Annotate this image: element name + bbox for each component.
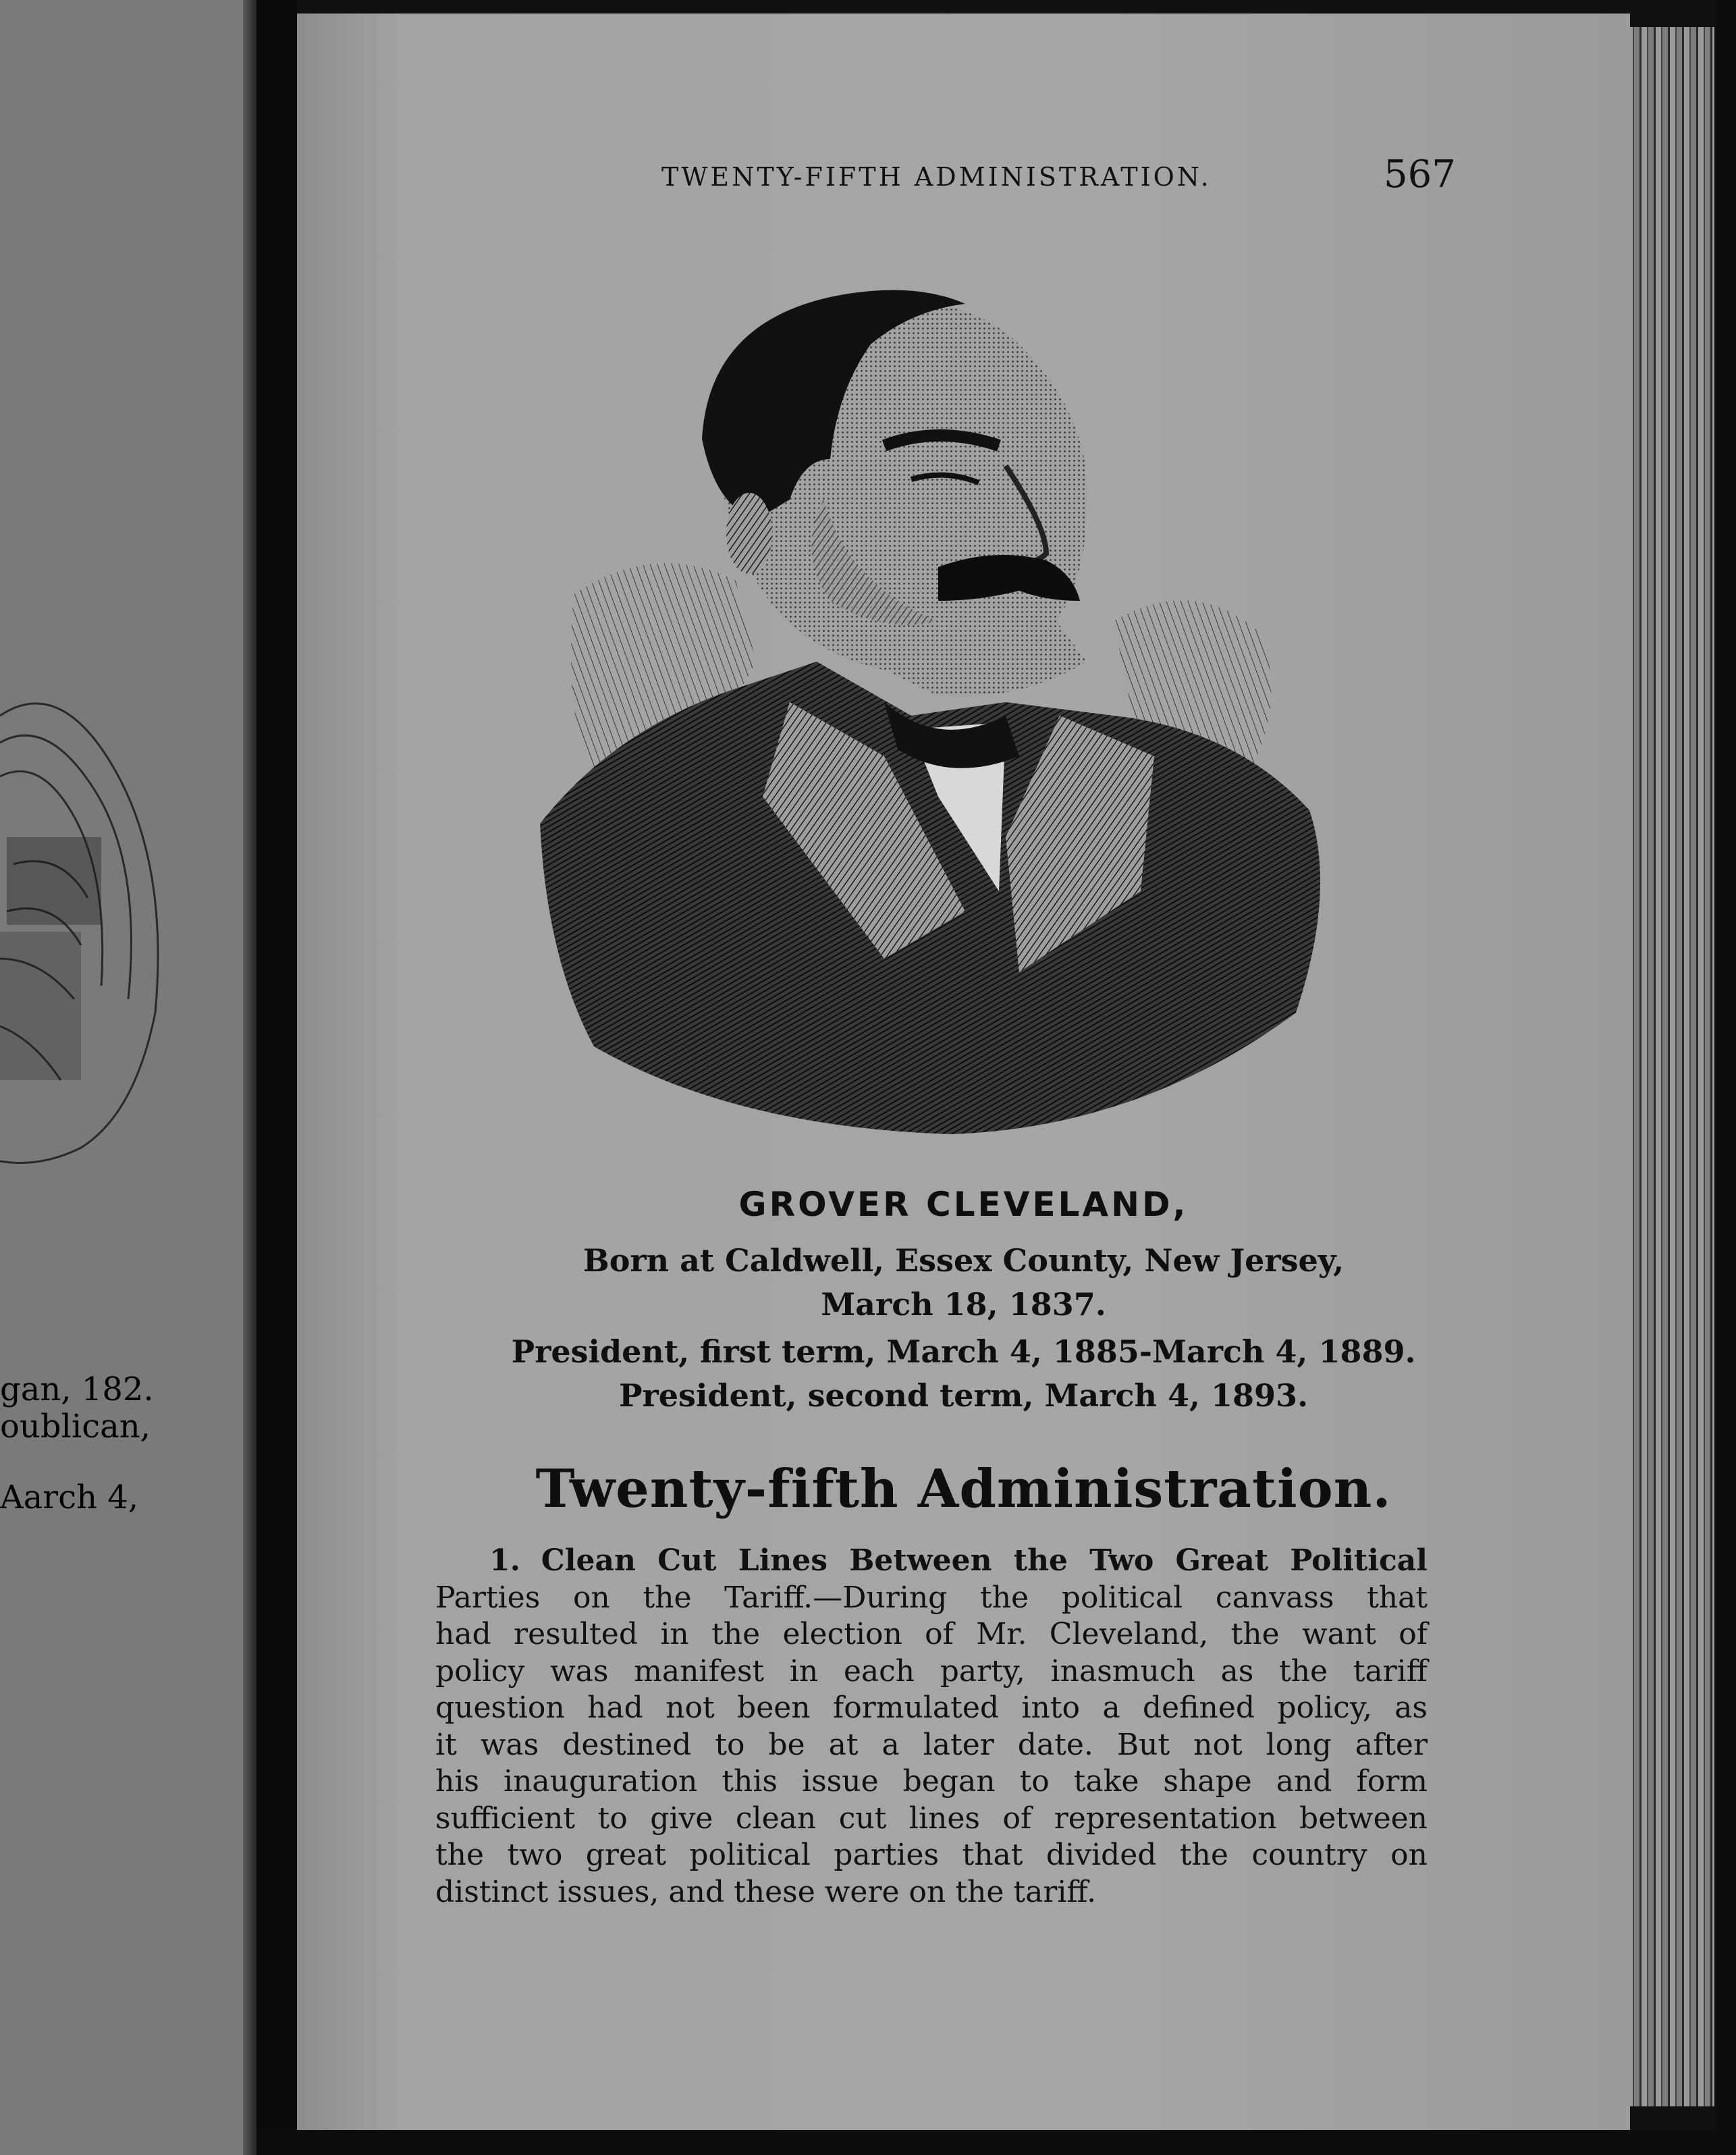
page-edges (1620, 27, 1721, 2106)
scan-border-bottom (256, 2130, 1736, 2155)
scan-border-right (1714, 0, 1736, 2155)
body-paragraph (435, 1543, 1428, 1911)
previous-page-text-fragment: gan, 182. (0, 1371, 154, 1408)
second-term-line: President, second term, March 4, 1893. (618, 1377, 1309, 1414)
engraved-portrait-icon (533, 284, 1343, 1161)
paragraph-number: 1. (489, 1543, 520, 1578)
paragraph-line: it was destined to be at a later date. But not long after (435, 1727, 1428, 1762)
paragraph-line: distinct issues, and these were on the tariff. (435, 1874, 1097, 1909)
previous-page-text-fragment: oublican, (0, 1408, 151, 1445)
paragraph-line: the two great political parties that divided the country on (435, 1838, 1428, 1872)
paragraph-line: had resulted in the election of Mr. Cleveland, the want of (435, 1617, 1428, 1651)
book-gutter (256, 0, 297, 2155)
birth-date-line: March 18, 1837. (821, 1286, 1106, 1323)
birth-place-line: Born at Caldwell, Essex County, New Jersey, (582, 1242, 1345, 1279)
section-heading: Twenty-fifth Administration. (535, 1458, 1392, 1520)
running-head: TWENTY-FIFTH ADMINISTRATION. (661, 162, 1212, 192)
portrait-caption-name: GROVER CLEVELAND, (738, 1185, 1189, 1224)
paragraph-line: question had not been formulated into a defined policy, as (435, 1691, 1428, 1725)
previous-page-text-fragment: Aarch 4, (0, 1479, 139, 1516)
paragraph-line-text: Clean Cut Lines Between the Two Great Political (541, 1543, 1428, 1578)
paragraph-line: policy was manifest in each party, inasmuch as the tariff (435, 1653, 1428, 1688)
paragraph-line: Parties on the Tariff.—During the political canvass that (435, 1580, 1428, 1615)
paragraph-line: sufficient to give clean cut lines of representation between (435, 1801, 1428, 1836)
previous-page-engraving (0, 0, 256, 2155)
previous-page (0, 0, 256, 2155)
first-term-line: President, first term, March 4, 1885-March 4, 1889. (511, 1333, 1416, 1370)
page-number: 567 (1384, 153, 1456, 196)
paragraph-line (435, 1543, 1428, 1580)
paragraph-line: his inauguration this issue began to take shape and form (435, 1764, 1428, 1799)
